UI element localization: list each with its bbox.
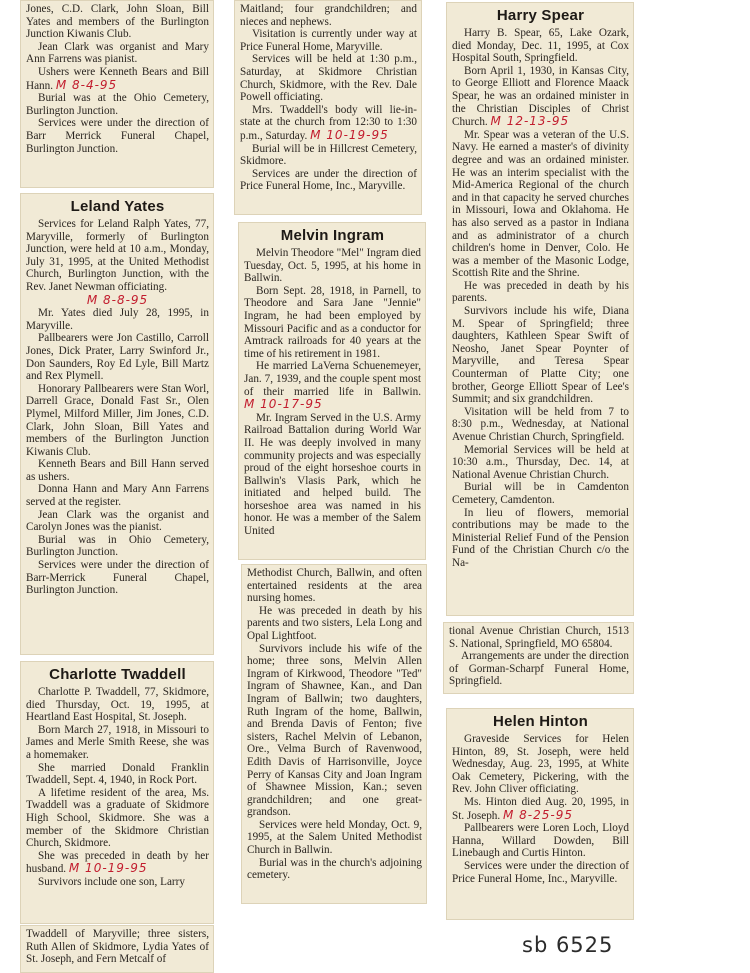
paragraph: Mr. Ingram Served in the U.S. Army Railroad Battalion during World War II. He was deeply involved in many community projects and was especially proud of the eight horseshoe courts in Ballwin's Vlasis Park, which he initiated and helped build. The horseshoe area was named in his honor. He was a member of the Salem United — [244, 411, 421, 538]
paragraph: Melvin Theodore "Mel" Ingram died Tuesday, Oct. 5, 1995, at his home in Ballwin. — [244, 247, 421, 285]
paragraph — [240, 104, 417, 143]
paragraph: She married Donald Franklin Twaddell, Sept. 4, 1940, in Rock Port. — [26, 761, 209, 787]
clipping-twaddell-services — [234, 0, 422, 215]
handwritten-date-note: M 8-8-95 — [86, 292, 149, 307]
clipping-charlotte-continuation — [20, 925, 214, 973]
obituary-title: Harry Spear — [496, 7, 585, 24]
paragraph: Services are under the direction of Price Funeral Home, Inc., Maryville. — [240, 167, 417, 193]
obituary-title: Melvin Ingram — [280, 227, 385, 244]
paragraph: Survivors include his wife of the home; three sons, Melvin Allen Ingram of Kirkwood, Theodore "Ted" Ingram of Shawnee, Kan., and Dan Ingram of Ballwin; two daughters, Ruth Ingram of the home, Ballwin, and Brenda Davis of Fenton; five sisters, Rachel Melvin of Lebanon, Ore., Velma Burch of Ravenwood, Edith Davis of Harrisonville, Joyce Perry of Kansas City and Joan Ingram of Shawnee Mission, Kan.; seven grandchildren; and one great-grandson. — [247, 642, 422, 819]
paragraph: Visitation will be held from 7 to 8:30 p.m., Wednesday, at National Avenue Christian Church, Springfield. — [452, 405, 629, 443]
paragraph: Arrangements are under the direction of Gorman-Scharpf Funeral Home, Springfield. — [449, 650, 629, 688]
obituary-title: Leland Yates — [70, 198, 165, 215]
clipping-burlington-continuation — [20, 0, 214, 188]
paragraph — [452, 65, 629, 129]
paragraph: Mr. Spear was a veteran of the U.S. Navy. He earned a master's of divinity degree and was an ordained minister. He was an interim specialist with the Mid-America Regional of the church and in that capacity he served churches in Missouri, Iowa and Oklahoma. He has also served as a pastor in Indiana and as administrator of a church children's home in Denver, Colo. He was a member of the Masonic Lodge, Scottish Rite and the Shrine. — [452, 128, 629, 280]
clipping-melvin-continuation — [241, 564, 427, 904]
paragraph — [26, 850, 209, 876]
paragraph: Survivors include his wife, Diana M. Spear of Springfield; three daughters, Kathleen Spear Swift of Neosho, Janet Spear Poynter of Maryville, and Teresa Spear Counterman of Platte City; one brother, George Elliott Spear of Lee's Summit; and six grandchildren. — [452, 305, 629, 406]
paragraph: Memorial Services will be held at 10:30 a.m., Thursday, Dec. 14, at National Avenue Christian Church. — [452, 443, 629, 481]
paragraph: Pallbearers were Loren Loch, Lloyd Hanna, Willard Dowden, Bill Linebaugh and Curtis Hinton. — [452, 822, 629, 860]
paragraph: Graveside Services for Helen Hinton, 89, St. Joseph, were held Wednesday, Aug. 23, 1995, at White Oak Cemetery, Pickering, with the Rev. John Cliver officiating. — [452, 733, 629, 796]
paragraph: Visitation is currently under way at Price Funeral Home, Maryville. — [240, 28, 417, 53]
paragraph: Jean Clark was the organist and Carolyn Jones was the pianist. — [26, 508, 209, 534]
paragraph: Burial will be in Hillcrest Cemetery, Skidmore. — [240, 142, 417, 168]
handwritten-date-note: M 10-19-95 — [310, 127, 389, 142]
paragraph: Burial will be in Camdenton Cemetery, Camdenton. — [452, 481, 629, 506]
obituary-title: Helen Hinton — [493, 713, 588, 730]
paragraph: Services were held Monday, Oct. 9, 1995, at the Salem United Methodist Church in Ballwin. — [247, 818, 422, 857]
paragraph: Services were under the direction of Barr-Merrick Funeral Chapel, Burlington Junction. — [26, 559, 209, 597]
paragraph: Harry B. Spear, 65, Lake Ozark, died Monday, Dec. 11, 1995, at Cox Hospital South, Springfield. — [452, 27, 629, 65]
obituary-title: Charlotte Twaddell — [49, 666, 186, 683]
clipping-charlotte-twaddell — [20, 661, 214, 924]
handwritten-date-note: M 10-17-95 — [244, 397, 323, 412]
handwritten-date-note: M 10-19-95 — [68, 861, 148, 876]
paragraph: Donna Hann and Mary Ann Farrens served at the register. — [26, 483, 209, 509]
paragraph-text: Mrs. Twaddell's body will lie-in-state at the church from 12:30 to 1:30 p.m., Saturday. — [240, 103, 417, 142]
paragraph: Pallbearers were Jon Castillo, Carroll Jones, Dick Prater, Larry Swinford Jr., Don Saunders, Roy Ed Lyle, Bill Martz and Rex Plymell. — [26, 332, 209, 383]
clipping-helen-hinton — [446, 708, 634, 920]
paragraph: Services for Leland Ralph Yates, 77, Maryville, formerly of Burlington Junction, were held at 10 a.m., Monday, July 31, 1995, at the United Methodist Church, Burlington Junction, with the Rev. Janet Newman officiating. — [26, 218, 209, 293]
paragraph-text: He married LaVerna Schuenemeyer, Jan. 7, 1939, and the couple spent most of their married life in Ballwin. — [244, 360, 421, 398]
paragraph — [452, 796, 629, 822]
paragraph: Burial was in the church's adjoining cemetery. — [247, 856, 422, 882]
paragraph: Charlotte P. Twaddell, 77, Skidmore, died Thursday, Oct. 19, 1995, at Heartland East Hospital, St. Joseph. — [26, 686, 209, 724]
paragraph: Survivors include one son, Larry — [38, 875, 185, 888]
paragraph: Services will be held at 1:30 p.m., Saturday, at Skidmore Christian Church, Skidmore, with the Rev. Dale Powell officiating. — [240, 53, 417, 104]
paragraph: Services were under the direction of Barr Merrick Funeral Chapel, Burlington Junction. — [26, 117, 209, 155]
paragraph: Honorary Pallbearers were Stan Worl, Darrell Grace, Donald Fast Sr., Olen Plymel, Milford Miller, Jim Jones, C.D. Clark, John Sloan, Bill Yates and members of the Burlington Junction Kiwanis Club. — [26, 382, 209, 458]
handwritten-date-note: M 8-4-95 — [55, 77, 118, 92]
handwritten-date-note: M 12-13-95 — [490, 114, 570, 129]
paragraph: Burial was in Ohio Cemetery, Burlington Junction. — [26, 533, 209, 559]
paragraph: Methodist Church, Ballwin, and often entertained residents at the area nursing homes. — [247, 567, 422, 605]
paragraph: Twaddell of Maryville; three sisters, Ruth Allen of Skidmore, Lydia Yates of St. Joseph, and Fern Metcalf of — [26, 928, 209, 966]
paragraph: A lifetime resident of the area, Ms. Twaddell was a graduate of Skidmore High School, Skidmore. She was a member of the Skidmore Christian Church, Skidmore. — [26, 786, 209, 850]
handwritten-date-note: M 8-25-95 — [502, 807, 573, 822]
paragraph-text: Ushers were Kenneth Bears and Bill Hann. — [26, 65, 209, 92]
paragraph: Burial was at the Ohio Cemetery, Burlington Junction. — [26, 92, 209, 117]
clipping-leland-yates — [20, 193, 214, 655]
paragraph: tional Avenue Christian Church, 1513 S. National, Springfield, MO 65804. — [449, 625, 629, 650]
clipping-harry-continuation — [443, 622, 634, 694]
paragraph: Jones, C.D. Clark, John Sloan, Bill Yates and members of the Burlington Junction Kiwanis Club. — [26, 3, 209, 41]
paragraph: Services were under the direction of Price Funeral Home, Inc., Maryville. — [452, 859, 629, 885]
paragraph: He was preceded in death by his parents. — [452, 279, 629, 305]
paragraph: Kenneth Bears and Bill Hann served as ushers. — [26, 458, 209, 483]
catalog-number: sb 6525 — [522, 933, 614, 957]
paragraph: Mr. Yates died July 28, 1995, in Maryville. — [26, 307, 209, 332]
paragraph-text: Ms. Hinton died Aug. 20, 1995, in St. Joseph. — [452, 795, 629, 822]
note-line — [26, 294, 209, 308]
paragraph: He was preceded in death by his parents and two sisters, Lela Long and Opal Lightfoot. — [247, 604, 422, 642]
paragraph-text: She was preceded in death by her husband. — [26, 849, 209, 876]
paragraph — [26, 66, 209, 92]
paragraph — [244, 360, 421, 411]
clipping-melvin-ingram — [238, 222, 426, 560]
paragraph: Jean Clark was organist and Mary Ann Farrens was pianist. — [26, 40, 209, 66]
clipping-harry-spear — [446, 2, 634, 616]
paragraph: Born March 27, 1918, in Missouri to James and Merle Smith Reese, she was a homemaker. — [26, 723, 209, 761]
paragraph-text: Born April 1, 1930, in Kansas City, to George Elliott and Florence Maack Spear, he was an ordained minister in the Christian Disciples of Christ Church. — [452, 64, 629, 129]
paragraph: In lieu of flowers, memorial contributions may be made to the Ministerial Relief Fund of the Pension Fund of the Christian Church c/o the Na- — [452, 506, 629, 569]
paragraph: Maitland; four grandchildren; and nieces and nephews. — [240, 3, 417, 28]
paragraph: Born Sept. 28, 1918, in Parnell, to Theodore and Sara Jane "Jennie" Ingram, he had been employed by Missouri Pacific and as a conductor for Amtrack railroads for 40 years at the time of his retirement in 1981. — [244, 284, 421, 360]
